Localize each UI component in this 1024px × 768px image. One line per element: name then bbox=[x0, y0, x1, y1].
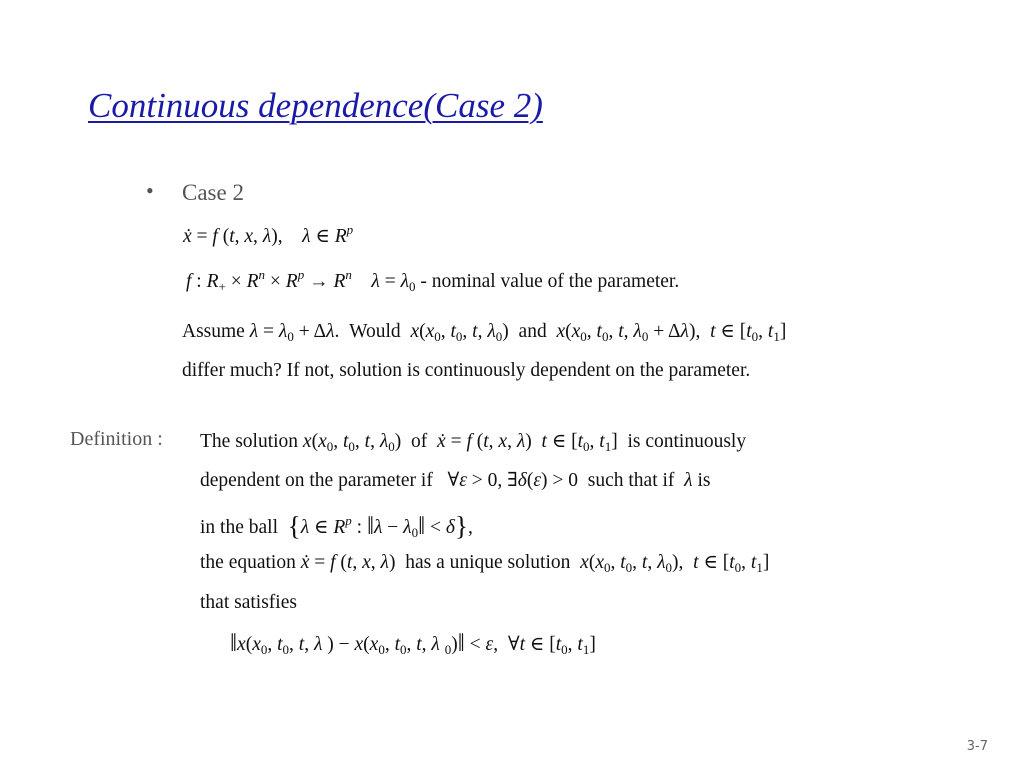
assume-word: Assume bbox=[182, 321, 245, 342]
definition-line-2: dependent on the parameter if ∀ε > 0, ∃δ(ε) > 0 such that if λ is bbox=[200, 470, 711, 491]
has-unique-text: has a unique solution bbox=[405, 552, 571, 573]
inequality-line: $‖x(x_0$, $t_0$, t, λ ) − $x(x_0$, $t_0$, t, λ $_0$)‖ < ε, ∀t ∈ [$t_0$, $t_1$] bbox=[230, 630, 596, 657]
assume-line: Assume $\lambda = \lambda_0 + \Delta\lambda$. Would $x(x_0$, $t_0$, t, $\lambda_0$) and $x(x_0$, $t_0$, t, $\lambda_0 + \Delta\lambda$), t ∈ [$t_0$, $t_1$] bbox=[182, 321, 787, 344]
page-number: 3-7 bbox=[966, 739, 988, 754]
is-continuously-text: is continuously bbox=[627, 431, 747, 452]
such-that-text: such that if bbox=[587, 470, 675, 491]
in-the-ball-text: in the ball bbox=[200, 517, 278, 538]
nominal-value-text: - nominal value of the parameter. bbox=[420, 271, 680, 292]
would-word: Would bbox=[349, 321, 401, 342]
function-definition: f : $R_+ \times R^n \times R^p \to R^n$ $\lambda = \lambda_0$ - nominal value of the parameter. bbox=[186, 267, 680, 294]
that-satisfies-text: that satisfies bbox=[200, 592, 297, 613]
definition-line-4: the equation ẋ = f (t, x, λ) has a unique solution $x(x_0$, $t_0$, t, $\lambda_0$), t ∈ [$t_0$, $t_1$] bbox=[200, 552, 770, 575]
ode-equation: ẋ = f (t, x, λ), λ ∈ $R^p$ bbox=[183, 222, 354, 247]
the-equation-text: the equation bbox=[200, 552, 296, 573]
dependent-text: dependent on the parameter if bbox=[200, 470, 433, 491]
slide-title: Continuous dependence(Case 2) bbox=[88, 86, 543, 125]
definition-line-1: The solution $x(x_0$, $t_0$, t, $\lambda_0$) of ẋ = f (t, x, λ) t ∈ [$t_0$, $t_1$] is continuously bbox=[200, 431, 747, 454]
differ-line: differ much? If not, solution is continuously dependent on the parameter. bbox=[182, 360, 751, 381]
of-word: of bbox=[411, 431, 428, 452]
is-word: is bbox=[697, 470, 711, 491]
definition-line-3: in the ball {λ ∈ $R^p$ : ‖λ − $\lambda_0‖ < \delta$}, bbox=[200, 511, 473, 541]
bullet-icon: • bbox=[146, 178, 154, 203]
definition-label: Definition : bbox=[70, 428, 163, 450]
the-solution-text: The solution bbox=[200, 431, 299, 452]
case-label: Case 2 bbox=[182, 180, 244, 205]
and-word: and bbox=[518, 321, 547, 342]
